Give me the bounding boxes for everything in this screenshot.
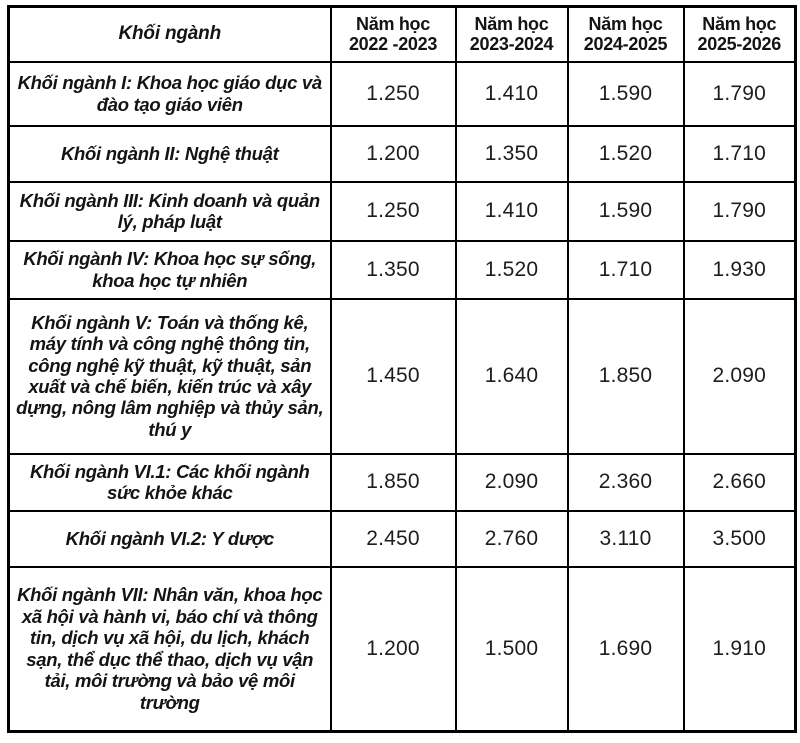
value-cell: 2.090 bbox=[684, 299, 796, 454]
table-row bbox=[9, 241, 796, 299]
value-cell: 1.350 bbox=[456, 126, 568, 182]
value-cell: 1.350 bbox=[331, 241, 456, 299]
row-label-khoi-nganh-3: Khối ngành III: Kinh doanh và quản lý, pháp luật bbox=[9, 182, 331, 241]
header-row bbox=[9, 7, 796, 62]
value-cell: 1.250 bbox=[331, 182, 456, 241]
value-cell: 1.850 bbox=[568, 299, 684, 454]
value-cell: 2.760 bbox=[456, 511, 568, 567]
value-cell: 1.250 bbox=[331, 62, 456, 126]
table-row bbox=[9, 567, 796, 732]
value-cell: 1.500 bbox=[456, 567, 568, 732]
value-cell: 1.790 bbox=[684, 62, 796, 126]
header-year-line1: Năm học bbox=[588, 13, 663, 34]
row-label-khoi-nganh-6-1: Khối ngành VI.1: Các khối ngành sức khỏe khác bbox=[9, 454, 331, 511]
value-cell: 1.910 bbox=[684, 567, 796, 732]
value-cell: 1.450 bbox=[331, 299, 456, 454]
value-cell: 1.710 bbox=[684, 126, 796, 182]
value-cell: 1.640 bbox=[456, 299, 568, 454]
table-row bbox=[9, 299, 796, 454]
header-year-line2: 2025-2026 bbox=[697, 34, 781, 55]
table-row bbox=[9, 182, 796, 241]
value-cell: 1.200 bbox=[331, 126, 456, 182]
header-year-line1: Năm học bbox=[356, 13, 430, 34]
row-label-khoi-nganh-5: Khối ngành V: Toán và thống kê, máy tính và công nghệ thông tin, công nghệ kỹ thuật, kỹ thuật, sản xuất và chế biến, kiến trúc và xây dựng, nông lâm nghiệp và thủy sản, thú y bbox=[9, 299, 331, 454]
row-label-khoi-nganh-2: Khối ngành II: Nghệ thuật bbox=[9, 126, 331, 182]
table-row bbox=[9, 62, 796, 126]
value-cell: 1.790 bbox=[684, 182, 796, 241]
value-cell: 2.090 bbox=[456, 454, 568, 511]
row-label-khoi-nganh-7: Khối ngành VII: Nhân văn, khoa học xã hội và hành vi, báo chí và thông tin, dịch vụ xã hội, du lịch, khách sạn, thể dục thể thao, dịch vụ vận tải, môi trường và bảo vệ môi trường bbox=[9, 567, 331, 732]
table-row bbox=[9, 511, 796, 567]
value-cell: 2.660 bbox=[684, 454, 796, 511]
tuition-fee-table bbox=[7, 5, 797, 733]
value-cell: 2.360 bbox=[568, 454, 684, 511]
table-row bbox=[9, 454, 796, 511]
value-cell: 1.850 bbox=[331, 454, 456, 511]
row-label-khoi-nganh-1: Khối ngành I: Khoa học giáo dục và đào tạo giáo viên bbox=[9, 62, 331, 126]
header-cell-year-2022-2023 bbox=[331, 7, 456, 62]
header-cell-khoi-nganh: Khối ngành bbox=[9, 7, 331, 62]
header-cell-year-2023-2024 bbox=[456, 7, 568, 62]
value-cell: 1.710 bbox=[568, 241, 684, 299]
value-cell: 1.520 bbox=[568, 126, 684, 182]
header-year-line2: 2022 -2023 bbox=[348, 34, 438, 55]
header-year-line2: 2023-2024 bbox=[469, 34, 554, 55]
header-cell-year-2024-2025 bbox=[568, 7, 684, 62]
header-year-line1: Năm học bbox=[474, 13, 549, 34]
value-cell: 1.590 bbox=[568, 62, 684, 126]
header-year-line2: 2024-2025 bbox=[583, 34, 668, 55]
table-row bbox=[9, 126, 796, 182]
value-cell: 3.110 bbox=[568, 511, 684, 567]
value-cell: 1.410 bbox=[456, 182, 568, 241]
value-cell: 1.200 bbox=[331, 567, 456, 732]
value-cell: 3.500 bbox=[684, 511, 796, 567]
header-cell-year-2025-2026 bbox=[684, 7, 796, 62]
row-label-khoi-nganh-6-2: Khối ngành VI.2: Y dược bbox=[9, 511, 331, 567]
value-cell: 2.450 bbox=[331, 511, 456, 567]
value-cell: 1.930 bbox=[684, 241, 796, 299]
value-cell: 1.590 bbox=[568, 182, 684, 241]
header-year-line1: Năm học bbox=[702, 13, 777, 34]
value-cell: 1.690 bbox=[568, 567, 684, 732]
value-cell: 1.410 bbox=[456, 62, 568, 126]
row-label-khoi-nganh-4: Khối ngành IV: Khoa học sự sống, khoa học tự nhiên bbox=[9, 241, 331, 299]
value-cell: 1.520 bbox=[456, 241, 568, 299]
